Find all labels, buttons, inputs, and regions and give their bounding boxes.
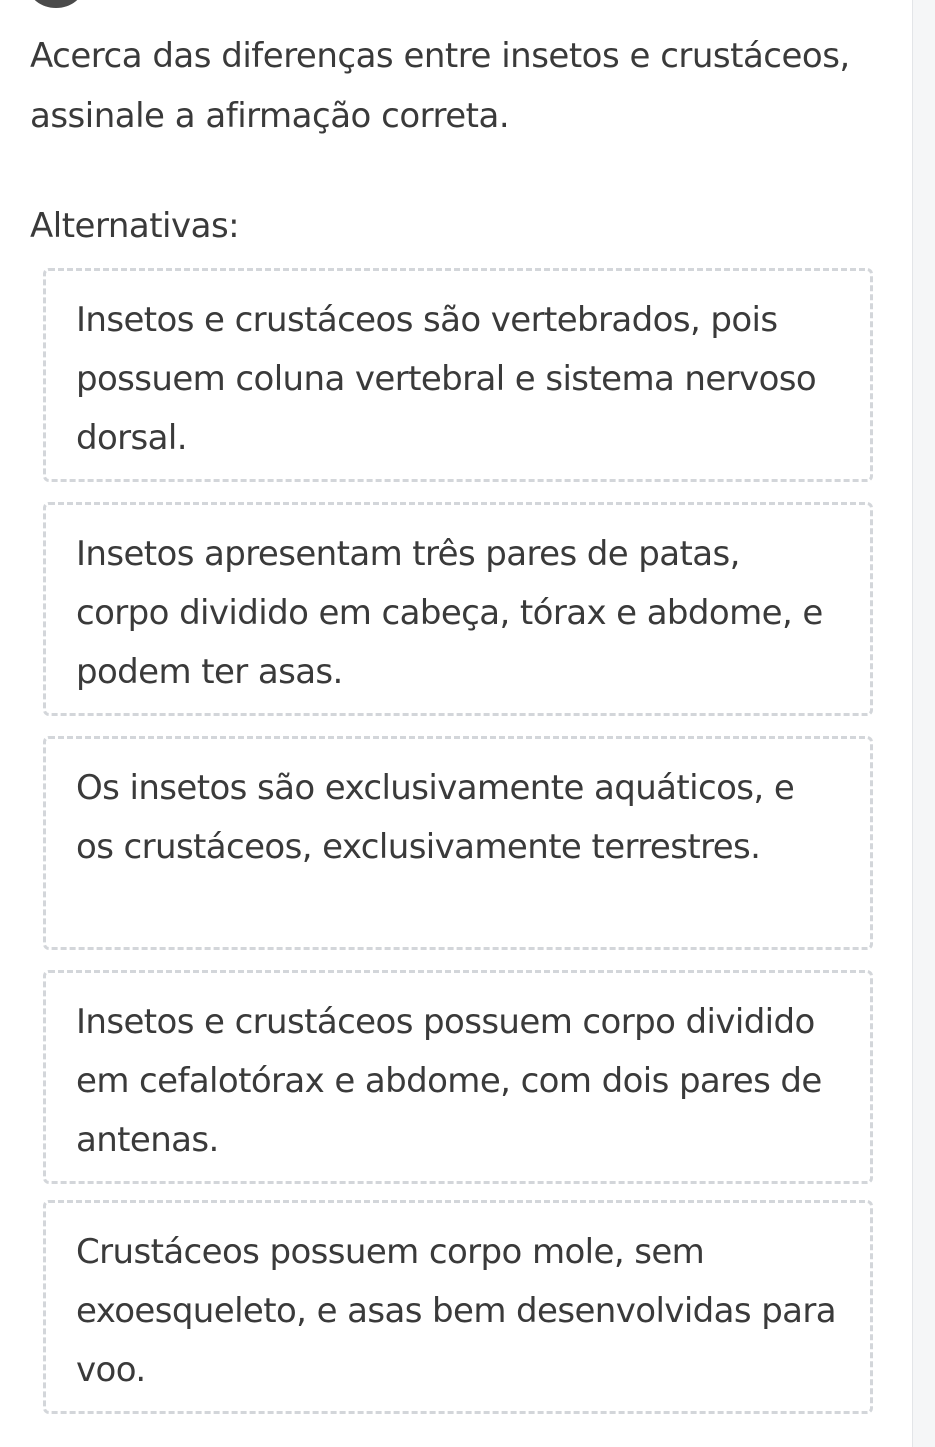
alternative-label: Insetos apresentam três pares de patas, corpo dividido em cabeça, tórax e abdome, e podem ter asas. [76, 534, 823, 692]
alternative-option[interactable] [43, 502, 873, 716]
alternative-label: Crustáceos possuem corpo mole, sem exoesqueleto, e asas bem desenvolvidas para voo. [76, 1232, 837, 1390]
scrollbar-track[interactable] [912, 0, 935, 1447]
alternative-option[interactable] [43, 268, 873, 482]
alternative-option[interactable] [43, 736, 873, 950]
alternative-label: Insetos e crustáceos são vertebrados, pois possuem coluna vertebral e sistema nervoso dorsal. [76, 300, 817, 458]
alternative-option[interactable] [43, 1200, 873, 1414]
avatar [28, 0, 84, 8]
alternatives-heading: Alternativas: [30, 206, 240, 246]
alternative-label: Insetos e crustáceos possuem corpo dividido em cefalotórax e abdome, com dois pares de antenas. [76, 1002, 822, 1160]
alternative-label: Os insetos são exclusivamente aquáticos, e os crustáceos, exclusivamente terrestres. [76, 768, 795, 867]
alternative-option[interactable] [43, 970, 873, 1184]
question-text: Acerca das diferenças entre insetos e crustáceos, assinale a afirmação correta. [30, 36, 850, 136]
